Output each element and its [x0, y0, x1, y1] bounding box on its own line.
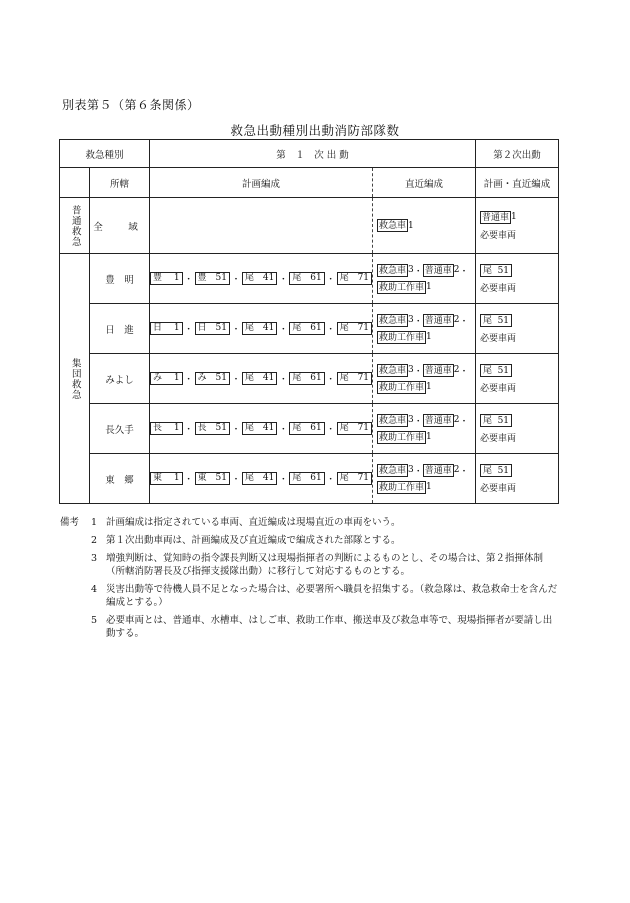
- second-cell: 尾 51 必要車両: [476, 254, 559, 304]
- station-name: 日 進: [90, 304, 150, 354]
- near-cell: 救急車 3 ・ 普通車 2 ・ 救助工作車 1: [373, 354, 476, 404]
- header-second-dispatch: 第２次出動: [476, 140, 559, 168]
- plan-cell: 東 1 ・ 東 51 ・ 尾 41 ・ 尾 61 ・ 尾 71: [150, 454, 373, 504]
- table-row: [60, 254, 559, 304]
- station-name: みよし: [90, 354, 150, 404]
- plan-cell: [150, 198, 373, 254]
- table-caption: 救急出動種別出動消防部隊数: [230, 123, 400, 138]
- table-row: [60, 404, 559, 454]
- station-name: 豊 明: [90, 254, 150, 304]
- header-first-dispatch: 第 １ 次 出 動: [150, 140, 476, 168]
- remark-item: 5 必要車両とは、普通車、水槽車、はしご車、救助工作車、搬送車及び救急車等で、現場指揮者が要請し出動する。: [91, 615, 553, 639]
- header-plan: 計画編成: [150, 168, 373, 198]
- near-cell: 救急車 3 ・ 普通車 2 ・ 救助工作車 1: [373, 254, 476, 304]
- remark-item: 4 災害出動等で待機人員不足となった場合は、必要署所へ職員を招集する。（救急隊は、救急救命士を含んだ編成とする。）: [91, 584, 558, 608]
- header-plan-nearest: 計画・直近編成: [476, 168, 559, 198]
- near-cell: 救急車 3 ・ 普通車 2 ・ 救助工作車 1: [373, 454, 476, 504]
- vehicle-box: 普通車: [482, 212, 510, 223]
- plan-cell: 豊 1 ・ 豊 51 ・ 尾 41 ・ 尾 61 ・ 尾 71: [150, 254, 373, 304]
- remarks: [60, 516, 560, 645]
- second-cell: 尾 51 必要車両: [476, 454, 559, 504]
- second-cell: 尾 51 必要車両: [476, 354, 559, 404]
- vehicle-box: 救急車: [379, 221, 407, 231]
- header-row-2: [60, 168, 559, 198]
- second-cell: 普通車 1 必要車両: [476, 198, 559, 254]
- area-cell: 全 域: [90, 198, 150, 254]
- near-cell: 救急車 3 ・ 普通車 2 ・ 救助工作車 1: [373, 404, 476, 454]
- header-blank: [60, 168, 90, 198]
- dispatch-table: [59, 139, 559, 504]
- table-heading: 別表第５（第６条関係）: [62, 98, 200, 112]
- second-cell: 尾 51 必要車両: [476, 304, 559, 354]
- plan-cell: み 1 ・ み 51 ・ 尾 41 ・ 尾 61 ・ 尾 71: [150, 354, 373, 404]
- second-cell: 尾 51 必要車両: [476, 404, 559, 454]
- table-row: [60, 354, 559, 404]
- plan-cell: 日 1 ・ 日 51 ・ 尾 41 ・ 尾 61 ・ 尾 71: [150, 304, 373, 354]
- group-group-cell: 集団救急: [60, 254, 90, 504]
- station-name: 東 郷: [90, 454, 150, 504]
- station-name: 長久手: [90, 404, 150, 454]
- plan-cell: 長 1 ・ 長 51 ・ 尾 41 ・ 尾 61 ・ 尾 71: [150, 404, 373, 454]
- header-row-1: [60, 140, 559, 168]
- near-cell: 救急車 3 ・ 普通車 2 ・ 救助工作車 1: [373, 304, 476, 354]
- header-type: 救急種別: [60, 140, 150, 168]
- remarks-label: 備考: [60, 517, 80, 528]
- header-nearest: 直近編成: [373, 168, 476, 198]
- remark-item: 3 増強判断は、覚知時の指令課長判断又は現場指揮者の判断によるものとし、その場合は、第２指揮体制（所轄消防署長及び指揮支援隊出動）に移行して対応するものとする。: [91, 553, 544, 577]
- table-row: [60, 304, 559, 354]
- normal-group-cell: 普通救急: [60, 198, 90, 254]
- table-row: [60, 198, 559, 254]
- header-jurisdiction: 所轄: [90, 168, 150, 198]
- remark-item: 備考 1 計画編成は指定されている車両、直近編成は現場直近の車両をいう。: [60, 517, 401, 528]
- table-row: [60, 454, 559, 504]
- near-cell: 救急車 1: [373, 198, 476, 254]
- remark-item: 2 第１次出動車両は、計画編成及び直近編成で編成された部隊とする。: [91, 535, 401, 546]
